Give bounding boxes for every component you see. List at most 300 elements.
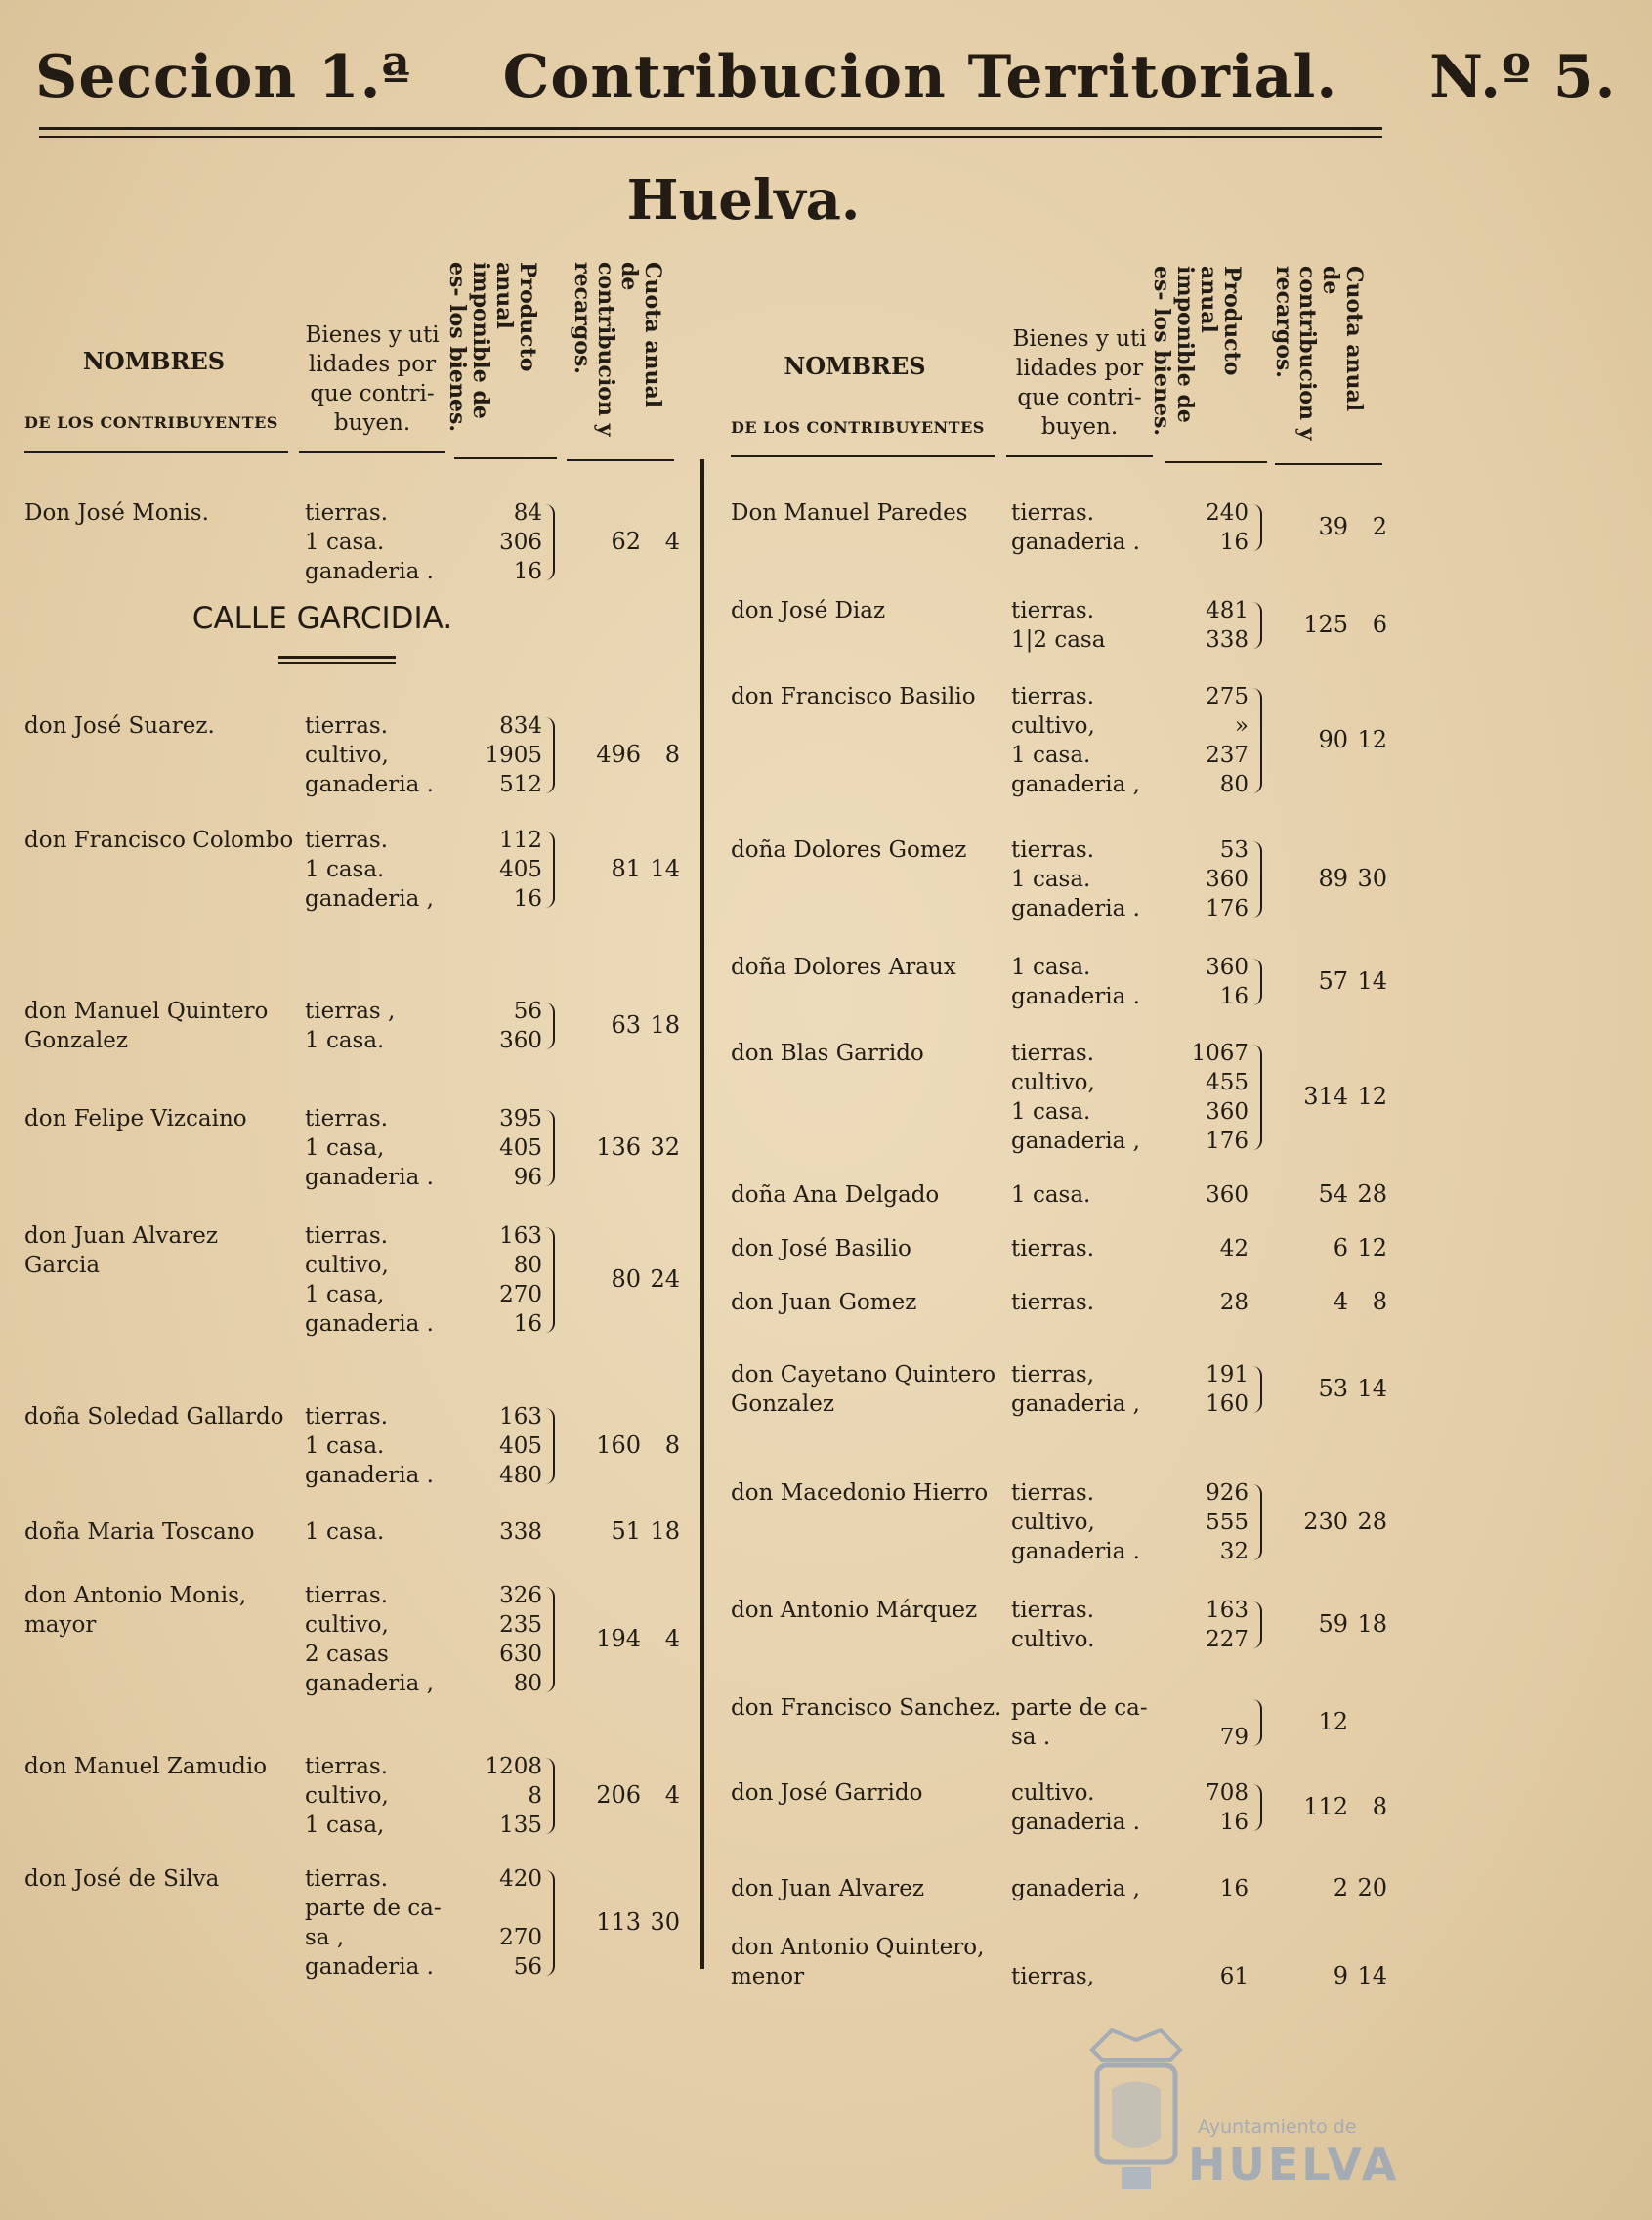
taxable-value: 16 [1219,530,1249,555]
header-rule-left-names [24,451,288,453]
contributor-name: don Manuel Quintero Gonzalez [24,999,269,1053]
taxable-values [1161,1962,1249,1991]
contributor-name: don José Garrido [731,1780,923,1806]
taxable-value: 16 [1219,1810,1249,1835]
annual-quota [1290,1288,1387,1315]
contributor-name: don Francisco Basilio [731,684,976,709]
quota-maravedis: 4 [664,1625,680,1652]
assets-list [1011,1778,1140,1837]
cuota-header-right: Cuota anual de contribucion y recargos. [1271,266,1367,441]
quota-reales: 314 [1303,1083,1348,1110]
shield-icon [1082,2021,1190,2197]
taxable-value: 360 [1206,1182,1249,1208]
asset-item: ganaderia . [305,772,434,797]
asset-item: ganaderia , [305,886,434,912]
taxable-value: 56 [513,999,542,1024]
contributor-name: don Juan Alvarez [731,1876,924,1901]
assets-list [305,1864,442,1982]
contributor-name: don Cayetano Quintero Gonzalez [731,1362,996,1417]
taxable-value: 420 [499,1866,542,1892]
annual-quota [1290,611,1387,638]
asset-item: 1 casa, [305,1282,385,1307]
taxable-value: 227 [1206,1627,1249,1652]
taxable-value: 163 [499,1404,542,1430]
taxable-value: 84 [513,500,542,526]
header-rule-right-names [731,455,995,457]
quota-maravedis: 14 [1357,1962,1387,1989]
quota-reales: 6 [1333,1234,1348,1261]
taxable-value: 1067 [1191,1041,1249,1066]
assets-list [1011,1288,1094,1317]
taxable-value: 480 [499,1463,542,1488]
contributor-name: don Blas Garrido [731,1041,924,1066]
brace [545,832,555,908]
names-header-right: NOMBRES [784,352,926,380]
quota-maravedis: 30 [1357,865,1387,892]
taxable-values [1161,953,1249,1011]
brace [1252,1601,1262,1648]
assets-list [1011,1478,1140,1566]
taxable-values [1161,1478,1249,1566]
asset-item: tierras. [1011,1480,1095,1506]
annual-quota [582,1517,680,1545]
quota-reales: 230 [1303,1508,1348,1535]
header-rule-right-producto [1165,461,1267,463]
contributor-name: don Francisco Sanchez. [731,1695,1002,1721]
taxable-values [1161,1234,1249,1263]
asset-item: ganaderia . [305,1311,434,1337]
taxable-value: 16 [513,1311,542,1337]
quota-reales: 194 [596,1625,641,1652]
quota-reales: 160 [596,1431,641,1459]
quota-maravedis: 32 [650,1133,680,1161]
annual-quota [582,855,680,882]
taxable-value: 481 [1206,598,1249,623]
contributor-name: don José de Silva [24,1866,220,1892]
brace [1252,504,1262,551]
asset-item: tierras. [1011,500,1095,526]
quota-reales: 51 [611,1517,641,1545]
assets-list [1011,1180,1090,1210]
huelva-logo [1082,2021,1415,2197]
quota-reales: 113 [596,1908,641,1936]
contributor-name: don José Diaz [731,598,886,623]
header-rule-thin [39,136,1382,138]
taxable-value [1161,1693,1249,1723]
logo-name: HUELVA [1188,2138,1400,2191]
asset-item: 1 casa, [305,1813,385,1838]
contributor-name: doña Soledad Gallardo [24,1404,284,1430]
quota-maravedis: 18 [650,1011,680,1039]
asset-item: cultivo, [1011,713,1095,739]
taxable-value: 96 [513,1165,542,1190]
brace [1252,1366,1262,1413]
asset-item: tierras, [1011,1964,1095,1989]
taxable-value: 455 [1206,1070,1249,1095]
brace [1252,1045,1262,1150]
names-subheader-right: DE LOS CONTRIBUYENTES [731,418,985,437]
quota-maravedis: 20 [1357,1874,1387,1901]
asset-item: cultivo, [305,743,389,768]
taxable-value: 56 [513,1954,542,1980]
assets-list [305,1402,434,1490]
asset-item: tierras. [1011,837,1095,863]
asset-item: 1|2 casa [1011,627,1106,653]
city-title: Huelva. [626,168,861,233]
header-rule-left-bienes [299,451,445,453]
asset-item: cultivo, [305,1612,389,1638]
taxable-value: 112 [499,828,542,853]
taxable-value: 53 [1219,837,1249,863]
asset-item: tierras. [1011,1041,1095,1066]
contributor-name: Don José Monis. [24,500,209,526]
quota-maravedis: 8 [664,1431,680,1459]
assets-list [305,826,434,914]
taxable-values [1161,1874,1249,1903]
assets-list [1011,835,1140,923]
asset-item: cultivo, [305,1783,389,1809]
logo-caption: Ayuntamiento de [1198,2116,1357,2138]
asset-item: ganaderia , [1011,1129,1140,1154]
brace [1252,1484,1262,1560]
quota-maravedis: 24 [650,1265,680,1293]
asset-item: 1 casa. [305,1519,385,1545]
assets-list [305,1581,434,1698]
asset-item: tierras. [305,1106,389,1131]
taxable-values [1161,1039,1249,1156]
taxable-values [1161,1180,1249,1210]
brace [545,1227,555,1333]
quota-maravedis: 8 [664,741,680,768]
brace [1252,1784,1262,1831]
quota-reales: 54 [1318,1180,1348,1208]
assets-list [305,711,434,799]
contributor-name: don José Basilio [731,1236,911,1261]
contributor-name: don Juan Gomez [731,1290,917,1315]
contributor-name: don Felipe Vizcaino [24,1106,247,1131]
taxable-value: 360 [1206,955,1249,980]
header-rule-right-cuota [1275,463,1382,465]
contributor-name: don Francisco Colombo [24,828,294,853]
quota-maravedis: 12 [1357,1234,1387,1261]
asset-item: tierras. [305,1866,389,1892]
quota-reales: 206 [596,1781,641,1809]
taxable-value: 512 [499,772,542,797]
annual-quota [1290,1083,1387,1110]
asset-item: tierras. [1011,1598,1095,1623]
quota-maravedis: 4 [664,1781,680,1809]
quota-reales: 12 [1318,1708,1348,1735]
brace [1252,688,1262,793]
asset-item: ganaderia , [1011,1391,1140,1417]
asset-item: ganaderia . [1011,984,1140,1009]
taxable-value: 80 [513,1253,542,1278]
asset-item: tierras. [305,828,389,853]
taxable-value: 80 [1219,772,1249,797]
taxable-values [454,1864,542,1982]
asset-item: 1 casa. [305,1433,385,1459]
taxable-value: 42 [1219,1236,1249,1261]
asset-item: tierras. [305,1754,389,1779]
quota-maravedis: 12 [1357,1083,1387,1110]
taxable-value: 8 [528,1783,542,1809]
brace [1252,959,1262,1005]
asset-item: parte de ca- [1011,1695,1148,1721]
header-rule-thick [39,127,1382,130]
asset-item: 1 casa. [305,857,385,882]
taxable-value: 270 [499,1925,542,1950]
asset-item: 1 casa. [1011,867,1091,892]
quota-reales: 9 [1333,1962,1348,1989]
assets-list [305,1752,389,1840]
taxable-values [1161,498,1249,557]
asset-item: tierras. [1011,684,1095,709]
asset-item: 1 casa. [1011,1099,1091,1125]
taxable-values [1161,682,1249,799]
annual-quota [582,1908,680,1936]
annual-quota [1290,865,1387,892]
brace [545,504,555,580]
quota-reales: 112 [1303,1793,1348,1820]
asset-item: ganaderia , [305,1671,434,1696]
taxable-value [454,1894,542,1923]
taxable-value: 360 [1206,867,1249,892]
names-header-left: NOMBRES [82,347,226,375]
asset-item: ganaderia . [1011,896,1140,921]
taxable-values [454,997,542,1055]
taxable-value: 32 [1219,1539,1249,1564]
asset-item: 1 casa. [305,1028,385,1053]
contributor-name: don José Suarez. [24,713,215,739]
brace [545,1408,555,1484]
taxable-values [454,1581,542,1698]
assets-list [305,1517,384,1547]
taxable-value: 16 [1219,1876,1249,1901]
annual-quota [582,1265,680,1293]
asset-item: 1 casa. [1011,1182,1091,1208]
annual-quota [1290,967,1387,995]
quota-maravedis: 8 [1372,1288,1387,1315]
asset-item: tierras. [305,713,389,739]
asset-item: parte de ca- [305,1896,442,1921]
quota-reales: 81 [611,855,641,882]
quota-reales: 496 [596,741,641,768]
taxable-value: 240 [1206,500,1249,526]
contributor-name: don Antonio Márquez [731,1598,978,1623]
asset-item: ganaderia . [305,559,434,584]
taxable-value: 1208 [485,1754,542,1779]
contributor-name: Don Manuel Paredes [731,500,968,526]
cuota-header-left: Cuota anual de contribucion y recargos. [570,262,665,437]
asset-item: cultivo, [1011,1510,1095,1535]
taxable-value: 405 [499,857,542,882]
annual-quota [582,1431,680,1459]
quota-maravedis: 14 [1357,1375,1387,1402]
asset-item: tierras. [1011,598,1095,623]
taxable-value: 360 [499,1028,542,1053]
quota-reales: 136 [596,1133,641,1161]
taxable-value: 16 [513,886,542,912]
bienes-header-right: Bienes y uti lidades por que contri- buyen. [1012,326,1147,440]
assets-list [1011,498,1140,557]
bienes-header-left: Bienes y uti lidades por que contri- buyen. [305,322,440,436]
brace [545,717,555,793]
annual-quota [582,741,680,768]
annual-quota [1290,1610,1387,1638]
quota-reales: 53 [1318,1375,1348,1402]
brace [1252,602,1262,649]
quota-reales: 90 [1318,726,1348,753]
assets-list [305,997,395,1055]
taxable-value: 405 [499,1433,542,1459]
taxable-value: 28 [1219,1290,1249,1315]
annual-quota [1290,726,1387,753]
names-subheader-left: DE LOS CONTRIBUYENTES [24,413,278,432]
assets-list [305,1221,434,1339]
asset-item: tierras. [1011,1290,1095,1315]
contributor-name: don Antonio Monis, mayor [24,1583,247,1638]
header-rule-left-cuota [567,459,674,461]
taxable-value: 338 [1206,627,1249,653]
quota-reales: 89 [1318,865,1348,892]
asset-item: tierras , [305,999,396,1024]
contributor-name: doña Dolores Gomez [731,837,967,863]
taxable-values [454,711,542,799]
taxable-value: 237 [1206,743,1249,768]
assets-list [1011,1693,1148,1752]
annual-quota [1290,1874,1387,1901]
taxable-values [1161,1778,1249,1837]
assets-list [1011,596,1105,655]
asset-item: tierras. [305,1583,389,1608]
section-rule [278,656,396,659]
taxable-values [1161,1596,1249,1654]
contributor-name: doña Dolores Araux [731,955,956,980]
quota-maravedis: 4 [664,528,680,555]
quota-reales: 4 [1333,1288,1348,1315]
section-label: CALLE GARCIDIA. [191,601,453,636]
asset-item: 1 casa. [1011,743,1091,768]
asset-item: ganaderia , [1011,1876,1140,1901]
producto-header-left: Producto anual imponible de es- los bienes. [445,262,540,433]
quota-maravedis: 2 [1372,513,1387,540]
asset-item: ganaderia . [305,1463,434,1488]
quota-maravedis: 18 [650,1517,680,1545]
taxable-value: 16 [513,559,542,584]
quota-maravedis: 14 [650,855,680,882]
taxable-value: » [1234,713,1249,739]
taxable-value: 79 [1219,1725,1249,1750]
annual-quota [1290,1375,1387,1402]
taxable-value: 80 [513,1671,542,1696]
annual-quota [1290,1793,1387,1820]
brace [545,1870,555,1976]
brace [1252,1699,1262,1746]
taxable-values [454,826,542,914]
asset-item: ganaderia . [1011,1539,1140,1564]
annual-quota [1290,1234,1387,1261]
brace [545,1110,555,1186]
asset-item: ganaderia , [1011,772,1140,797]
taxable-value: 135 [499,1813,542,1838]
asset-item: 1 casa. [305,530,385,555]
taxable-value: 630 [499,1642,542,1667]
taxable-value: 275 [1206,684,1249,709]
contributor-name: doña Maria Toscano [24,1519,255,1545]
annual-quota [582,528,680,555]
asset-item: cultivo. [1011,1780,1095,1806]
taxable-value: 16 [1219,984,1249,1009]
taxable-values [454,498,542,586]
taxable-values [1161,1693,1249,1752]
brace [1252,841,1262,918]
taxable-value: 176 [1206,1129,1249,1154]
taxable-value: 926 [1206,1480,1249,1506]
quota-reales: 39 [1318,513,1348,540]
asset-item: ganaderia . [305,1165,434,1190]
quota-reales: 57 [1318,967,1348,995]
document-title: Contribucion Territorial. [502,43,1338,111]
taxable-values [1161,1288,1249,1317]
brace [545,1587,555,1692]
annual-quota [1290,1708,1387,1735]
column-divider [700,459,704,1969]
quota-reales: 80 [611,1265,641,1293]
asset-item: tierras. [305,1223,389,1249]
assets-list [1011,1234,1094,1263]
section-number: Seccion 1.ª [35,43,411,111]
taxable-value: 1905 [485,743,542,768]
assets-list [305,498,434,586]
quota-reales: 125 [1303,611,1348,638]
page-header [0,43,1617,111]
taxable-values [1161,835,1249,923]
producto-header-right: Producto anual imponible de es- los bienes. [1149,266,1245,437]
annual-quota [582,1011,680,1039]
page-number: N.º 5. [1429,43,1617,111]
taxable-value: 834 [499,713,542,739]
taxable-value: 163 [499,1223,542,1249]
assets-list [1011,1039,1140,1156]
assets-list [1011,953,1140,1011]
section-rule-thin [278,662,396,664]
taxable-value: 405 [499,1135,542,1161]
contributor-name: don Juan Alvarez Garcia [24,1223,218,1278]
quota-maravedis: 12 [1357,726,1387,753]
taxable-values [454,1221,542,1339]
annual-quota [1290,513,1387,540]
annual-quota [1290,1508,1387,1535]
taxable-value: 708 [1206,1780,1249,1806]
quota-maravedis: 18 [1357,1610,1387,1638]
quota-reales: 63 [611,1011,641,1039]
taxable-value: 163 [1206,1598,1249,1623]
quota-maravedis: 30 [650,1908,680,1936]
asset-item: tierras, [1011,1362,1095,1388]
assets-list [305,1104,434,1192]
asset-item: cultivo, [305,1253,389,1278]
quota-maravedis: 8 [1372,1793,1387,1820]
taxable-value: 395 [499,1106,542,1131]
annual-quota [582,1625,680,1652]
asset-item: 1 casa. [1011,955,1091,980]
header-rule-right-bienes [1006,455,1153,457]
taxable-value: 176 [1206,896,1249,921]
asset-item: 1 casa, [305,1135,385,1161]
taxable-value: 160 [1206,1391,1249,1417]
asset-item: cultivo. [1011,1627,1095,1652]
taxable-value: 338 [499,1519,542,1545]
